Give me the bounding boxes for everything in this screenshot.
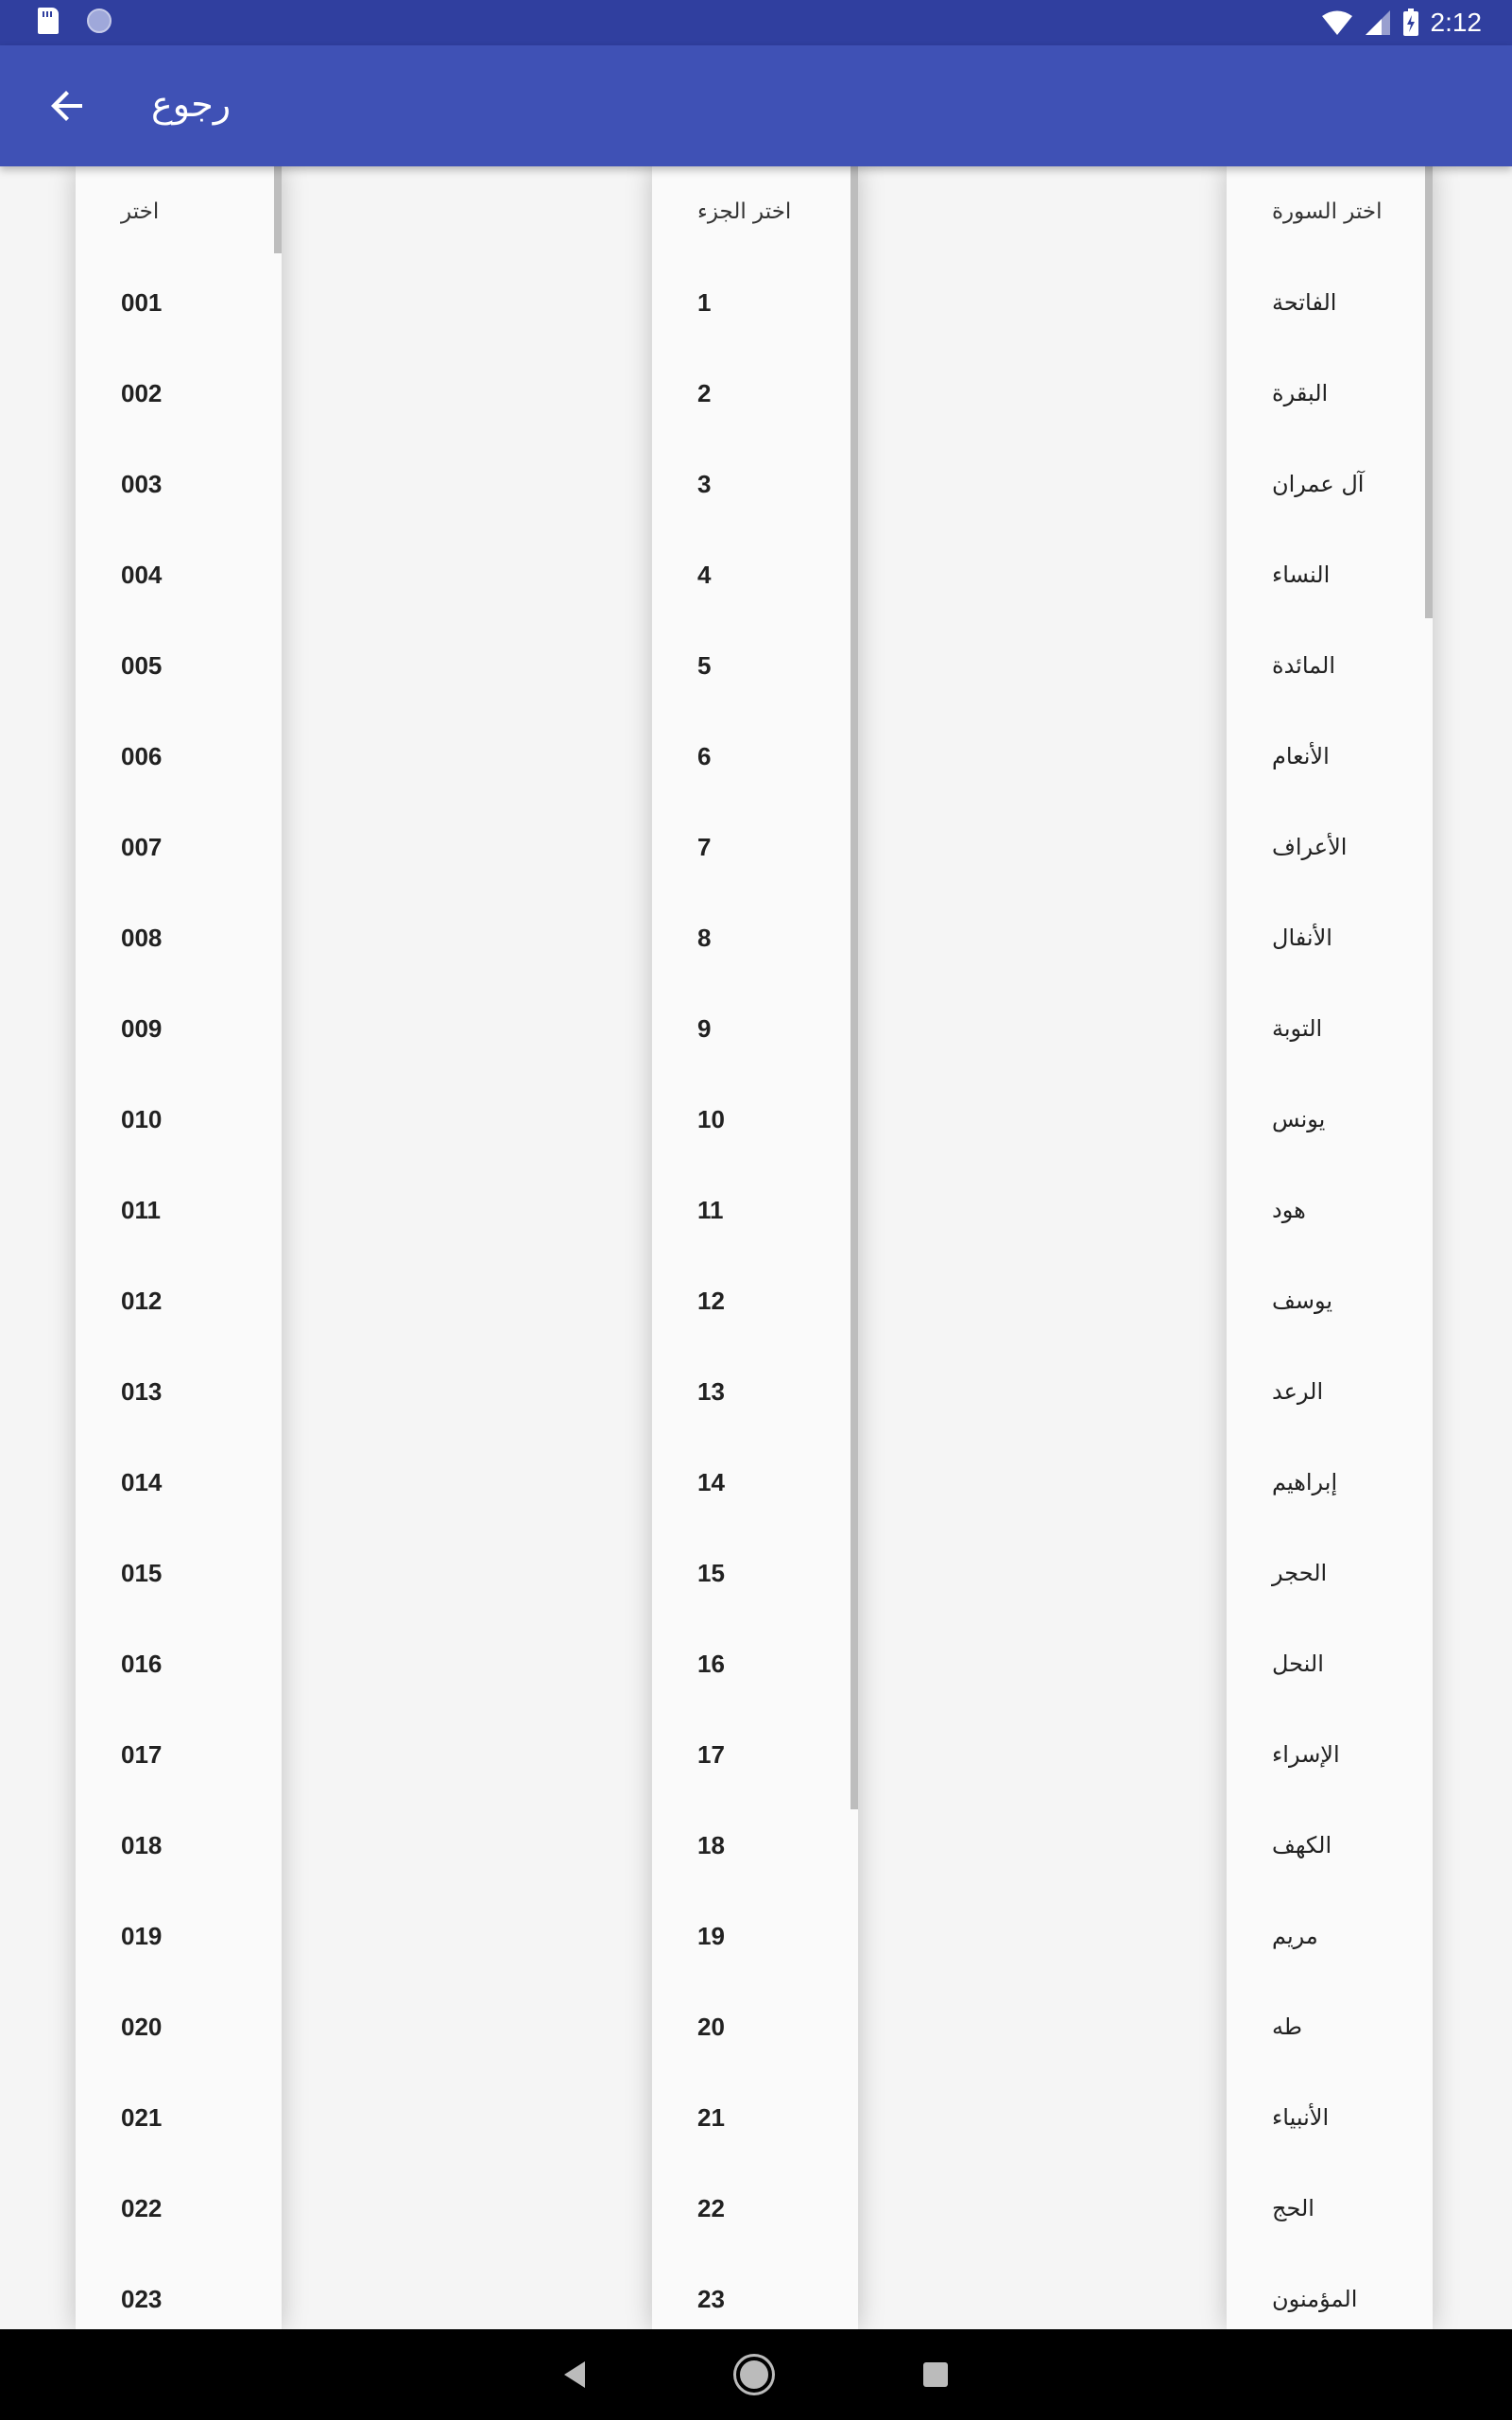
aya-picker-header[interactable]: اختر bbox=[121, 199, 160, 224]
aya-item[interactable]: 010 bbox=[121, 1105, 163, 1133]
status-clock: 2:12 bbox=[1430, 8, 1482, 37]
sura-item[interactable]: النحل bbox=[1272, 1651, 1324, 1677]
aya-item[interactable]: 020 bbox=[121, 2013, 163, 2041]
aya-item[interactable]: 009 bbox=[121, 1014, 163, 1043]
aya-scrollbar[interactable] bbox=[274, 166, 282, 253]
sura-item[interactable]: النساء bbox=[1272, 562, 1331, 588]
aya-item[interactable]: 003 bbox=[121, 470, 163, 498]
cell-signal-icon bbox=[1365, 9, 1391, 36]
juz-item[interactable]: 22 bbox=[697, 2194, 725, 2222]
juz-item[interactable]: 1 bbox=[697, 288, 712, 317]
wifi-icon bbox=[1321, 9, 1353, 36]
juz-item[interactable]: 23 bbox=[697, 2285, 725, 2313]
aya-item[interactable]: 017 bbox=[121, 1740, 163, 1769]
sd-card-icon bbox=[38, 8, 59, 34]
aya-item[interactable]: 006 bbox=[121, 742, 163, 770]
juz-item[interactable]: 16 bbox=[697, 1650, 725, 1678]
sura-item[interactable]: الأنبياء bbox=[1272, 2104, 1330, 2131]
circle-notification-icon bbox=[87, 9, 112, 33]
juz-item[interactable]: 5 bbox=[697, 651, 712, 680]
sura-item[interactable]: الأعراف bbox=[1272, 834, 1348, 860]
juz-item[interactable]: 11 bbox=[697, 1196, 724, 1224]
sura-item[interactable]: هود bbox=[1272, 1197, 1306, 1223]
sura-picker-header[interactable]: اختر السورة bbox=[1272, 199, 1383, 224]
sura-item[interactable]: يونس bbox=[1272, 1106, 1326, 1132]
juz-item[interactable]: 6 bbox=[697, 742, 712, 770]
juz-item[interactable]: 19 bbox=[697, 1922, 725, 1950]
juz-item[interactable]: 9 bbox=[697, 1014, 712, 1043]
sura-scrollbar[interactable] bbox=[1425, 166, 1433, 618]
juz-item[interactable]: 4 bbox=[697, 561, 712, 589]
juz-item[interactable]: 2 bbox=[697, 379, 712, 407]
juz-item[interactable]: 17 bbox=[697, 1740, 725, 1769]
aya-item[interactable]: 016 bbox=[121, 1650, 163, 1678]
aya-item[interactable]: 008 bbox=[121, 924, 163, 952]
back-button[interactable] bbox=[42, 79, 94, 132]
sura-item[interactable]: آل عمران bbox=[1272, 471, 1365, 497]
juz-picker-column[interactable] bbox=[652, 166, 858, 2329]
sura-item[interactable]: الرعد bbox=[1272, 1378, 1324, 1405]
sura-item[interactable]: مريم bbox=[1272, 1923, 1318, 1949]
sura-item[interactable]: المؤمنون bbox=[1272, 2286, 1358, 2312]
aya-item[interactable]: 002 bbox=[121, 379, 163, 407]
aya-item[interactable]: 021 bbox=[121, 2103, 163, 2132]
aya-list bbox=[76, 166, 282, 2329]
nav-home-icon[interactable] bbox=[736, 2357, 772, 2393]
nav-back-icon[interactable] bbox=[564, 2361, 585, 2388]
sura-item[interactable]: الحجر bbox=[1272, 1560, 1328, 1586]
sura-item[interactable]: الأنفال bbox=[1272, 925, 1332, 951]
sura-item[interactable]: الإسراء bbox=[1272, 1741, 1340, 1768]
sura-item[interactable]: التوبة bbox=[1272, 1015, 1323, 1042]
aya-item[interactable]: 011 bbox=[121, 1196, 161, 1224]
juz-item[interactable]: 7 bbox=[697, 833, 712, 861]
juz-item[interactable]: 15 bbox=[697, 1559, 725, 1587]
battery-charging-icon bbox=[1402, 9, 1419, 37]
juz-list bbox=[652, 166, 858, 2329]
juz-item[interactable]: 20 bbox=[697, 2013, 725, 2041]
sura-item[interactable]: يوسف bbox=[1272, 1288, 1333, 1314]
aya-item[interactable]: 001 bbox=[121, 288, 163, 317]
juz-item[interactable]: 12 bbox=[697, 1287, 725, 1315]
aya-item[interactable]: 014 bbox=[121, 1468, 163, 1496]
sura-item[interactable]: الكهف bbox=[1272, 1832, 1332, 1858]
aya-picker-column[interactable] bbox=[76, 166, 282, 2329]
juz-item[interactable]: 13 bbox=[697, 1377, 725, 1406]
juz-item[interactable]: 3 bbox=[697, 470, 712, 498]
app-bar bbox=[0, 45, 1512, 166]
sura-list bbox=[1227, 166, 1433, 2329]
aya-item[interactable]: 007 bbox=[121, 833, 163, 861]
juz-item[interactable]: 21 bbox=[697, 2103, 725, 2132]
aya-item[interactable]: 018 bbox=[121, 1831, 163, 1859]
juz-item[interactable]: 14 bbox=[697, 1468, 725, 1496]
juz-item[interactable]: 10 bbox=[697, 1105, 725, 1133]
juz-scrollbar[interactable] bbox=[850, 166, 858, 1809]
aya-item[interactable]: 015 bbox=[121, 1559, 163, 1587]
aya-item[interactable]: 004 bbox=[121, 561, 163, 589]
juz-item[interactable]: 8 bbox=[697, 924, 712, 952]
juz-picker-header[interactable]: اختر الجزء bbox=[697, 199, 792, 224]
aya-item[interactable]: 019 bbox=[121, 1922, 163, 1950]
sura-item[interactable]: الحج bbox=[1272, 2195, 1314, 2221]
arrow-left-icon bbox=[51, 89, 85, 123]
sura-item[interactable]: طه bbox=[1272, 2014, 1302, 2040]
aya-item[interactable]: 022 bbox=[121, 2194, 163, 2222]
sura-item[interactable]: الأنعام bbox=[1272, 743, 1330, 769]
sura-item[interactable]: البقرة bbox=[1272, 380, 1329, 406]
sura-item[interactable]: المائدة bbox=[1272, 652, 1336, 679]
nav-recent-icon[interactable] bbox=[923, 2362, 948, 2387]
juz-item[interactable]: 18 bbox=[697, 1831, 725, 1859]
app-title: رجوع bbox=[151, 83, 232, 125]
system-nav-bar bbox=[0, 2329, 1512, 2420]
sura-item[interactable]: إبراهيم bbox=[1272, 1469, 1338, 1495]
aya-item[interactable]: 023 bbox=[121, 2285, 163, 2313]
sura-item[interactable]: الفاتحة bbox=[1272, 289, 1337, 316]
sura-picker-column[interactable] bbox=[1227, 166, 1433, 2329]
aya-item[interactable]: 005 bbox=[121, 651, 163, 680]
aya-item[interactable]: 012 bbox=[121, 1287, 163, 1315]
status-bar bbox=[0, 0, 1512, 45]
aya-item[interactable]: 013 bbox=[121, 1377, 163, 1406]
